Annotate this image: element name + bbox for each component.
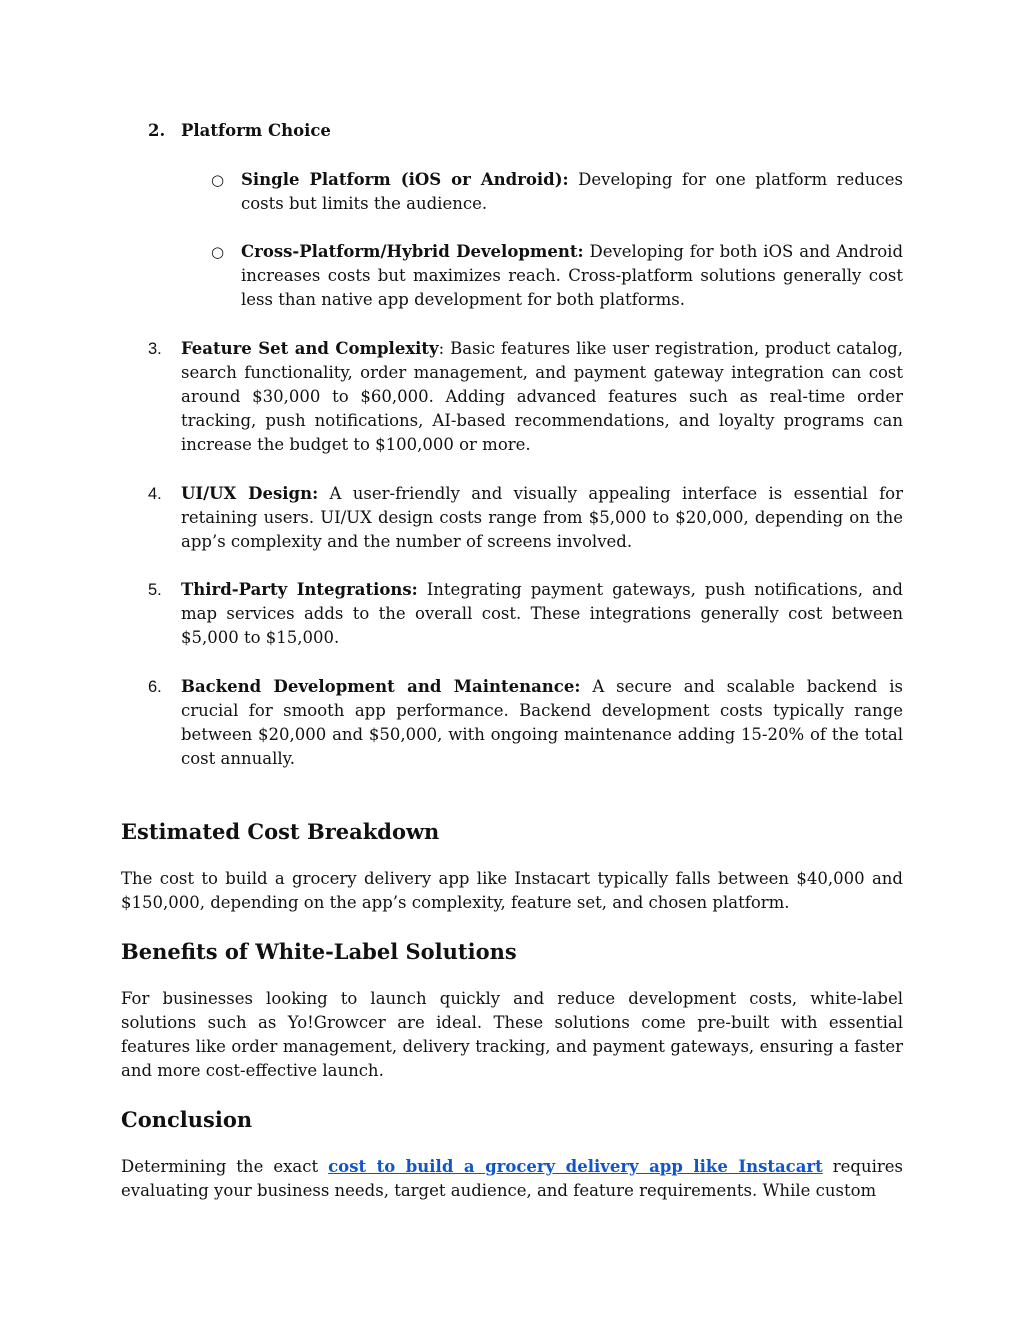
section-heading-benefits: Benefits of White-Label Solutions	[121, 939, 517, 964]
paragraph-text: The cost to build a grocery delivery app like Instacart typically falls between $40,000 and $150,000, depending on the app’s complexity, feature set, and chosen platform.	[121, 869, 903, 912]
list-item-feature-set	[121, 337, 903, 457]
list-item-title: Platform Choice	[181, 121, 331, 140]
sub-item-cross-platform	[121, 240, 903, 312]
list-item-title: UI/UX Design:	[181, 484, 319, 503]
list-item-third-party	[121, 578, 903, 650]
paragraph-conclusion	[121, 1155, 903, 1203]
list-number: 2.	[148, 121, 166, 140]
list-item-title: Feature Set and Complexity	[181, 339, 439, 358]
list-item-backend	[121, 675, 903, 771]
list-item-text: : Basic features like user registration, product catalog, search functionality, order management, and payment gateway integration can cost around $30,000 to $60,000. Adding advanced features such as real-time order tracking, push notifications, AI-based recommendations, and loyalty programs can increase the budget to $100,000 or more.	[181, 339, 903, 454]
list-item-text: Integrating payment gateways, push notifications, and map services adds to the overall cost. These integrations generally cost between $5,000 to $15,000.	[181, 580, 903, 647]
list-number: 6.	[148, 678, 162, 696]
list-item-title: Third-Party Integrations:	[181, 580, 418, 599]
list-number: 4.	[148, 485, 162, 503]
list-item-ui-ux	[121, 482, 903, 554]
list-number: 5.	[148, 581, 162, 599]
paragraph-text: requires evaluating your business needs, target audience, and feature requirements. While custom	[121, 1157, 904, 1200]
paragraph-text: Determining the exact	[121, 1157, 329, 1176]
list-number: 3.	[148, 340, 162, 358]
sub-item-single-platform	[121, 168, 903, 216]
paragraph-benefits	[121, 987, 903, 1083]
sub-item-text: Developing for one platform reduces costs but limits the audience.	[241, 170, 903, 213]
list-item-text: A secure and scalable backend is crucial for smooth app performance. Backend development costs typically range between $20,000 and $50,000, with ongoing maintenance adding 15-20% of the total cost annually.	[181, 677, 903, 768]
sub-item-title: Single Platform (iOS or Android):	[241, 170, 569, 189]
list-item-title: Backend Development and Maintenance:	[181, 677, 581, 696]
section-heading-estimated-cost: Estimated Cost Breakdown	[121, 819, 440, 844]
sub-item-title: Cross-Platform/Hybrid Development:	[241, 242, 584, 261]
instacart-cost-link[interactable]: cost to build a grocery delivery app like Instacart	[328, 1157, 823, 1176]
paragraph-text: For businesses looking to launch quickly and reduce development costs, white-label solutions such as Yo!Growcer are ideal. These solutions come pre-built with essential features like order management, delivery tracking, and payment gateways, ensuring a faster and more cost-effective launch.	[121, 989, 903, 1080]
sub-item-text: Developing for both iOS and Android increases costs but maximizes reach. Cross-platform solutions generally cost less than native app development for both platforms.	[241, 242, 904, 309]
circle-bullet-icon: ○	[211, 171, 225, 189]
circle-bullet-icon: ○	[211, 243, 225, 261]
paragraph-estimated-cost	[121, 867, 903, 915]
list-item-text: A user-friendly and visually appealing interface is essential for retaining users. UI/UX design costs range from $5,000 to $20,000, depending on the app’s complexity and the number of screens involved.	[181, 484, 903, 551]
list-item-platform-choice	[121, 119, 903, 143]
section-heading-conclusion: Conclusion	[121, 1107, 253, 1132]
